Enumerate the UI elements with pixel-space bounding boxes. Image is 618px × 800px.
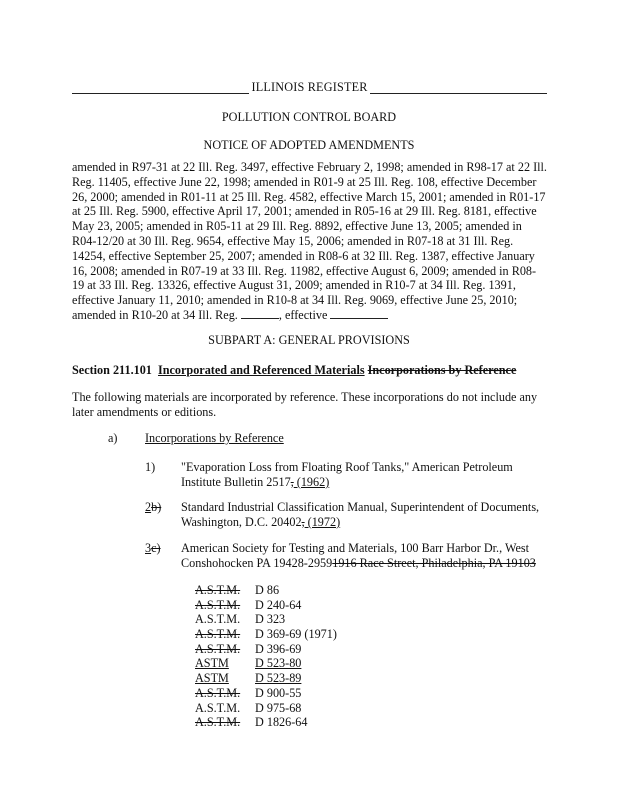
astm-standards-list [195,583,337,730]
astm-row [195,612,337,627]
astm-org: A.S.T.M. [195,597,241,612]
subsection-a [108,431,117,446]
astm-org: A.S.T.M. [195,641,241,656]
astm-org: A.S.T.M. [195,700,241,715]
astm-code: D 396-69 [255,641,302,656]
astm-org: ASTM [195,656,229,671]
item-3-label [145,541,161,556]
astm-org: A.S.T.M. [195,612,241,627]
history-effective-word: , effective [278,307,328,322]
astm-row [195,656,337,671]
item-3-label-old: c) [151,541,161,555]
register-header [72,80,547,94]
agency-heading: POLLUTION CONTROL BOARD [221,110,397,124]
astm-row [195,686,337,701]
astm-code: D 86 [255,583,280,597]
astm-code: D 523-89 [255,671,302,686]
astm-code: D 900-55 [255,685,302,700]
astm-row [195,642,337,657]
item-3-label-new: 3 [145,541,152,555]
section-heading [72,363,547,378]
astm-org: A.S.T.M. [195,715,241,730]
item-1-main: "Evaporation Loss from Floating Roof Tanks," American Petroleum Institute Bulletin 2517 [181,460,513,489]
astm-org: A.S.T.M. [195,627,241,642]
astm-org: A.S.T.M. [195,685,241,700]
subsection-a-label: a) [108,431,118,445]
register-title: ILLINOIS REGISTER [251,80,368,94]
subsection-a-title-wrap [145,431,284,446]
item-1-added: (1962) [293,475,330,489]
section-title-struck: Incorporations by Reference [367,363,517,377]
notice-heading: NOTICE OF ADOPTED AMENDMENTS [203,138,415,152]
history-text: amended in R97-31 at 22 Ill. Reg. 3497, effective February 2, 1998; amended in R98-17 at 22 Ill. Reg. 11405, effective June 22, 1998; amended in R01-9 at 25 Ill. Reg. 108, effective December 26, 2000; amended in R01-11 at 25 Ill. Reg. 4582, effective March 15, 2001; amended in R01-17 at 25 Ill. Reg. 5900, effective April 17, 2001; amended in R05-16 at 29 Ill. Reg. 8181, effective May 23, 2005; amended in R05-11 at 29 Ill. Reg. 8892, effective June 13, 2005; amended in R04-12/20 at 30 Ill. Reg. 9654, effective May 15, 2006; amended in R07-18 at 31 Ill. Reg. 14254, effective September 25, 2007; amended in R08-6 at 32 Ill. Reg. 1387, effective January 16, 2008; amended in R07-19 at 33 Ill. Reg. 11982, effective August 6, 2009; amended in R08-19 at 33 Ill. Reg. 13326, effective August 31, 2009; amended in R10-7 at 34 Ill. Reg. 1391, effective January 11, 2010; amended in R10-8 at 34 Ill. Reg. 9069, effective June 25, 2010; amended in R10-20 at 34 Ill. Reg. [72,160,547,322]
item-2-added: (1972) [304,515,341,529]
subsection-a-title: Incorporations by Reference [145,431,284,445]
astm-row [195,701,337,716]
header-rule-left [72,81,249,94]
astm-code: D 975-68 [255,700,302,715]
section-number: Section 211.101 [72,363,152,377]
item-3-main: American Society for Testing and Materials, 100 Barr Harbor Dr., West Conshohocken PA 19428-2959 [181,541,530,570]
astm-row [195,583,337,598]
item-2-text [181,500,547,530]
astm-row [195,715,337,730]
astm-code: D 369-69 (1971) [255,627,337,642]
astm-code: D 523-80 [255,656,302,671]
effective-date-blank [330,308,388,319]
item-2-label-old: b) [151,500,162,514]
astm-org: A.S.T.M. [195,583,241,597]
astm-code: D 1826-64 [255,715,308,730]
item-2-struck: , [301,515,305,529]
item-2-main: Standard Industrial Classification Manual, Superintendent of Documents, Washington, D.C. 20402 [181,500,540,529]
item-2-label-new: 2 [145,500,152,514]
astm-code: D 323 [255,612,286,627]
item-2-label [145,500,161,515]
astm-code: D 240-64 [255,597,302,612]
section-title-added: Incorporated and Referenced Materials [158,363,365,377]
astm-row [195,671,337,686]
astm-row [195,627,337,642]
item-3-struck: 1916 Race Street, Philadelphia, PA 19103 [332,556,536,570]
item-1-label: 1) [145,460,156,474]
astm-row [195,598,337,613]
subpart-heading: SUBPART A: GENERAL PROVISIONS [208,333,410,347]
header-rule-right [370,81,547,94]
intro-paragraph: The following materials are incorporated by reference. These incorporations do not include any later amendments or editions. [72,390,538,419]
register-page-blank [241,308,279,319]
amendment-history [72,160,547,323]
item-3-text [181,541,547,571]
astm-org: ASTM [195,671,229,686]
item-1-struck: , [290,475,294,489]
item-1-text [181,460,547,490]
